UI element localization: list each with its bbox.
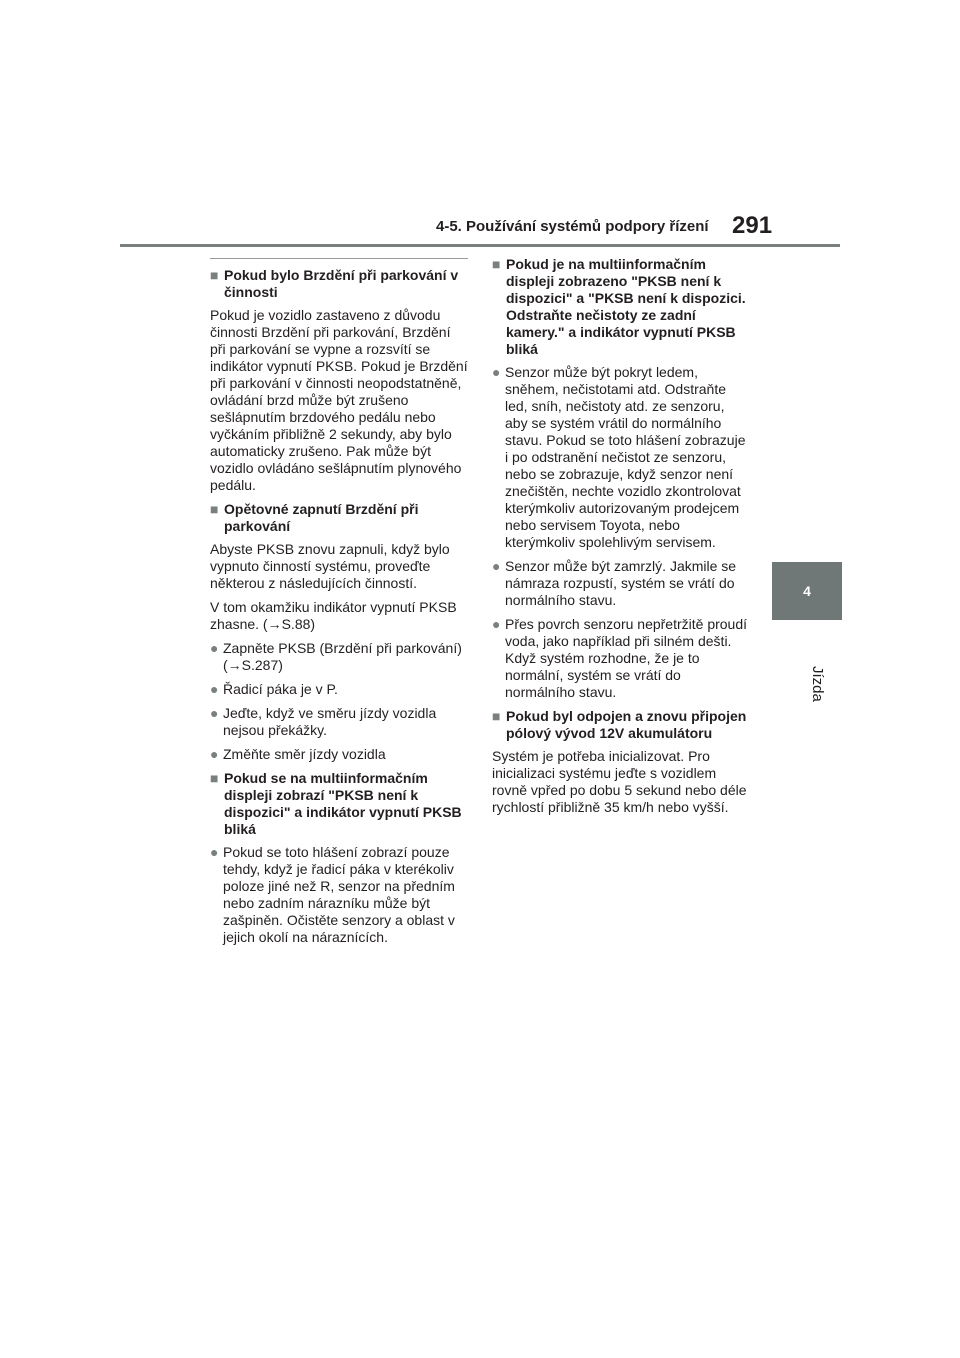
circle-bullet-icon: ● [492,364,501,380]
section-heading [210,770,468,838]
section-heading [210,501,468,535]
left-column [210,258,468,953]
paragraph: V tom okamžiku indikátor vypnutí PKSB zhasne. (→S.88) [210,599,457,632]
section-heading [492,256,750,358]
list-item [210,746,468,763]
circle-bullet-icon: ● [210,844,219,860]
list-item-text: Řadicí páka je v P. [223,681,338,697]
section-heading [492,708,750,742]
heading-text: Opětovné zapnutí Brzdění při parkování [224,501,419,534]
square-bullet-icon: ■ [210,267,219,283]
paragraph: Abyste PKSB znovu zapnuli, když bylo vypnuto činností systému, proveďte některou z následujících činností. [210,541,450,591]
list-item-text: Pokud se toto hlášení zobrazí pouze tehdy, když je řadicí páka v kterékoliv poloze jiné než R, senzor na předním nebo zadním nárazníku může být zašpiněn. Očistěte senzory a oblast v jejich okolí na náraznících. [223,844,455,945]
square-bullet-icon: ■ [492,708,501,724]
list-item-text: Senzor může být pokryt ledem, sněhem, nečistotami atd. Odstraňte led, sníh, nečistoty atd. ze senzoru, aby se systém vrátil do normálního stavu. Pokud se toto hlášení zobrazuje i po odstranění nečistot ze senzoru, nebo se zobrazuje, když senzor není znečištěn, nechte vozidlo zkontrolovat kterýmkoliv autorizovaným prodejcem nebo servisem Toyota, nebo kterýmkoliv spolehlivým servisem. [505,364,746,550]
paragraph: Pokud je vozidlo zastaveno z důvodu činnosti Brzdění při parkování, Brzdění při parkování se vypne a rozsvítí se indikátor vypnutí PKSB. Pokud je Brzdění při parkování v činnosti neopodstatněně, ovládání brzd může být zrušeno sešlápnutím brzdového pedálu nebo vyčkáním přibližně 2 sekundy, aby bylo automaticky zrušeno. Pak může být vozidlo ovládáno sešlápnutím plynového pedálu. [210,307,468,493]
header-rule [120,244,840,247]
circle-bullet-icon: ● [210,681,219,697]
column-divider [210,258,468,259]
list-item [210,844,468,946]
list-item [210,681,468,698]
chapter-label: Jízda [809,666,826,702]
list-item-text: Jeďte, když ve směru jízdy vozidla nejsou překážky. [223,705,437,738]
page-number: 291 [732,212,773,239]
heading-text: Pokud bylo Brzdění při parkování v činnosti [224,267,459,300]
list-item-text: Změňte směr jízdy vozidla [223,746,386,762]
list-item [492,364,750,551]
square-bullet-icon: ■ [492,256,501,272]
section-heading [210,267,468,301]
circle-bullet-icon: ● [492,558,501,574]
heading-text: Pokud je na multiinformačním displeji zobrazeno "PKSB není k dispozici" a "PKSB není k dispozici. Odstraňte nečistoty ze zadní kamery." a indikátor vypnutí PKSB bliká [506,256,746,357]
paragraph: Systém je potřeba inicializovat. Pro inicializaci systému jeďte s vozidlem rovně vpřed po dobu 5 sekund nebo déle rychlostí přibližně 35 km/h nebo vyšší. [492,748,747,815]
heading-text: Pokud byl odpojen a znovu připojen pólový vývod 12V akumulátoru [506,708,747,741]
square-bullet-icon: ■ [210,501,219,517]
list-item-text: Senzor může být zamrzlý. Jakmile se námraza rozpustí, systém se vrátí do normálního stavu. [505,558,737,608]
section-title: 4-5. Používání systémů podpory řízení [436,218,709,235]
list-item-text: Přes povrch senzoru nepřetržitě proudí voda, jako například při silném dešti. Když systém rozhodne, že je to normální, systém se vrátí do normálního stavu. [505,616,748,700]
circle-bullet-icon: ● [210,746,219,762]
right-column [492,256,750,823]
list-item-text: Zapněte PKSB (Brzdění při parkování) (→S.287) [223,640,462,673]
circle-bullet-icon: ● [210,705,219,721]
chapter-tab[interactable]: 4 [772,562,842,620]
list-item [492,558,750,609]
list-item [492,616,750,701]
circle-bullet-icon: ● [492,616,501,632]
heading-text: Pokud se na multiinformačním displeji zobrazí "PKSB není k dispozici" a indikátor vypnutí PKSB bliká [224,770,462,837]
list-item [210,640,468,674]
circle-bullet-icon: ● [210,640,219,656]
square-bullet-icon: ■ [210,770,219,786]
list-item [210,705,468,739]
